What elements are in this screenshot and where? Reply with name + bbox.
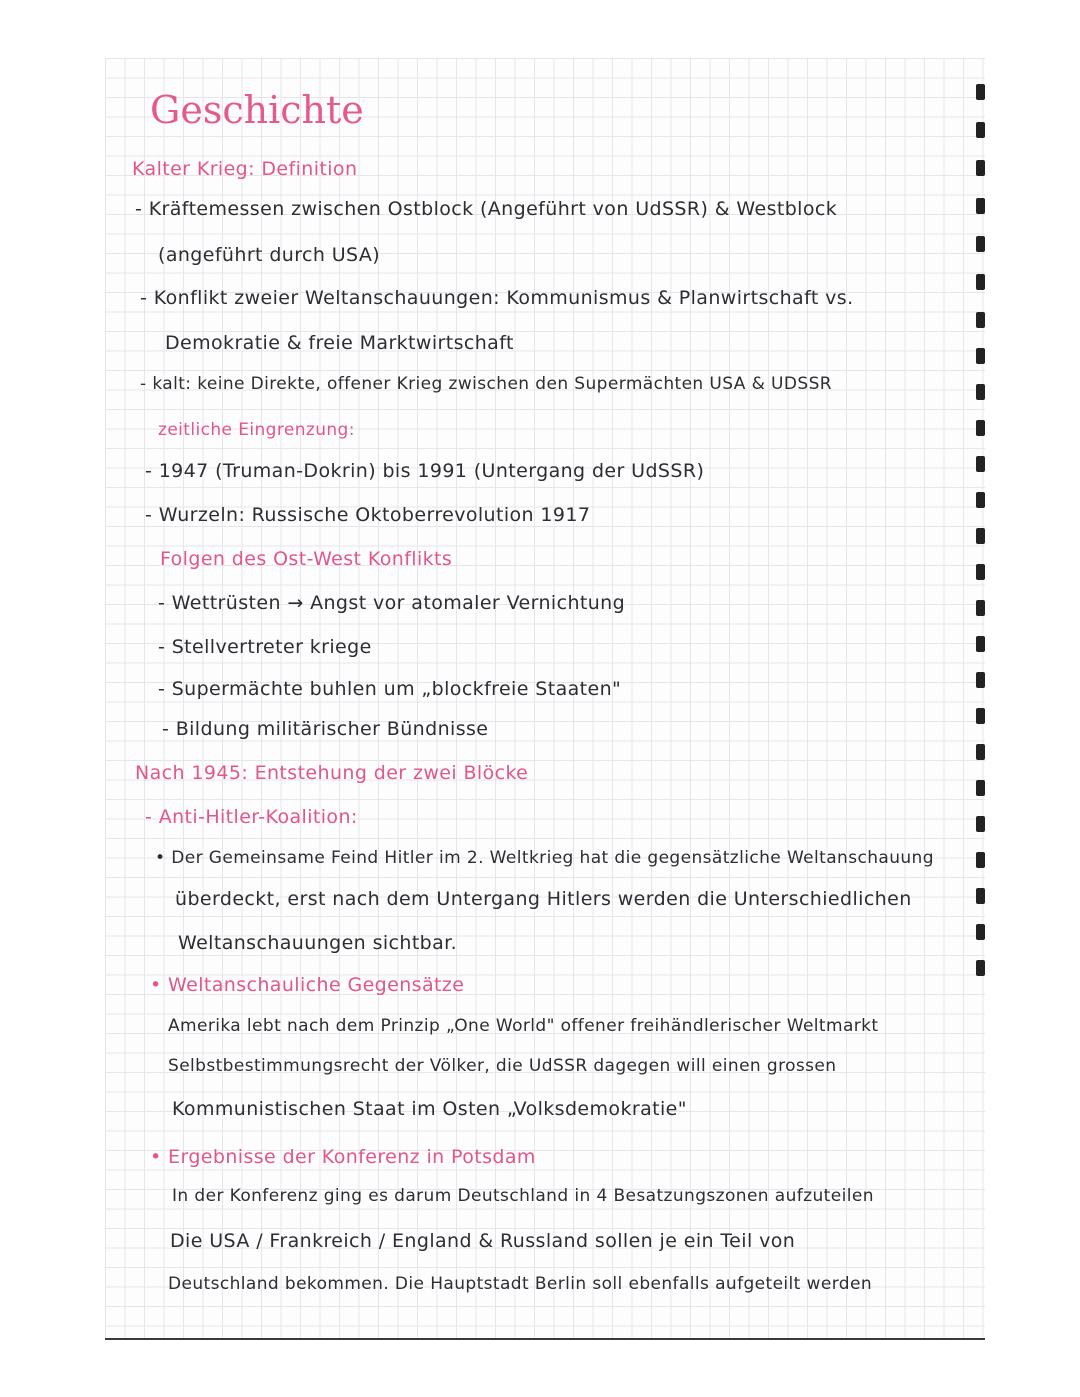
note-line: • Der Gemeinsame Feind Hitler im 2. Weltkrieg hat die gegensätzliche Weltanschauung: [155, 848, 934, 868]
note-line: Die USA / Frankreich / England & Russland sollen je ein Teil von: [170, 1230, 796, 1252]
note-line: - Supermächte buhlen um „blockfreie Staaten": [158, 678, 622, 700]
subheading-gegensaetze: • Weltanschauliche Gegensätze: [150, 974, 465, 996]
note-line: - Konflikt zweier Weltanschauungen: Kommunismus & Planwirtschaft vs.: [140, 287, 854, 309]
subheading-anti-hitler-koalition: - Anti-Hitler-Koalition:: [145, 806, 358, 828]
note-line: Deutschland bekommen. Die Hauptstadt Berlin soll ebenfalls aufgeteilt werden: [168, 1274, 873, 1294]
note-line: - kalt: keine Direkte, offener Krieg zwischen den Supermächten USA & UDSSR: [140, 374, 832, 394]
note-line: - Wettrüsten → Angst vor atomaler Vernichtung: [158, 592, 626, 614]
note-line: - Wurzeln: Russische Oktoberrevolution 1917: [145, 504, 591, 526]
heading-definition: Kalter Krieg: Definition: [132, 158, 358, 180]
note-line: (angeführt durch USA): [158, 244, 381, 266]
heading-folgen: Folgen des Ost-West Konflikts: [160, 548, 453, 570]
note-line: - Bildung militärischer Bündnisse: [162, 718, 489, 740]
note-line: Amerika lebt nach dem Prinzip „One World" offener freihändlerischer Weltmarkt: [168, 1016, 879, 1036]
note-line: Weltanschauungen sichtbar.: [178, 932, 458, 954]
note-line: Demokratie & freie Marktwirtschaft: [165, 332, 514, 354]
note-line: Selbstbestimmungsrecht der Völker, die UdSSR dagegen will einen grossen: [168, 1056, 837, 1076]
note-line: In der Konferenz ging es darum Deutschland in 4 Besatzungszonen aufzuteilen: [172, 1186, 874, 1206]
note-line: - Kräftemessen zwischen Ostblock (Angeführt von UdSSR) & Westblock: [135, 198, 838, 220]
note-line: - 1947 (Truman-Dokrin) bis 1991 (Untergang der UdSSR): [145, 460, 705, 482]
heading-nach-1945: Nach 1945: Entstehung der zwei Blöcke: [135, 762, 529, 784]
note-line: - Stellvertreter kriege: [158, 636, 372, 658]
note-line: Kommunistischen Staat im Osten „Volksdemokratie": [172, 1098, 687, 1120]
spiral-binding: [972, 80, 992, 980]
subheading-potsdam: • Ergebnisse der Konferenz in Potsdam: [150, 1146, 536, 1168]
page-title: Geschichte: [150, 88, 364, 132]
note-line: überdeckt, erst nach dem Untergang Hitlers werden die Unterschiedlichen: [175, 888, 912, 910]
heading-zeitliche-eingrenzung: zeitliche Eingrenzung:: [158, 420, 355, 440]
